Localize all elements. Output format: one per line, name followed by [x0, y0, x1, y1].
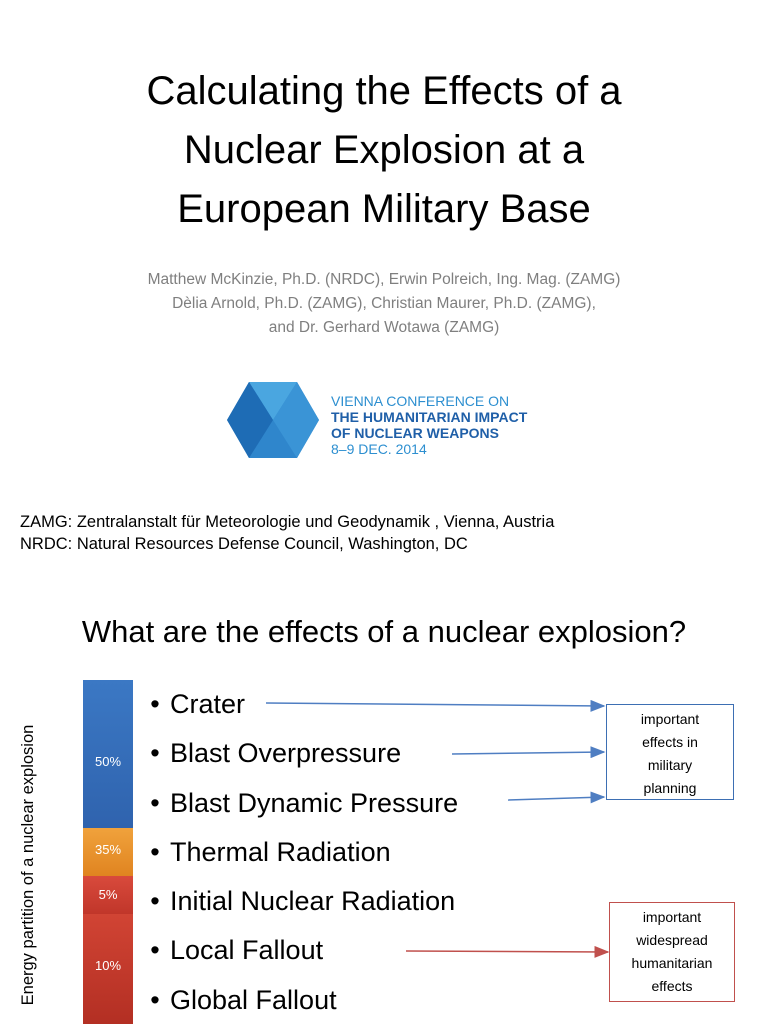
- segment-percent: 5%: [98, 887, 118, 902]
- bullet: •: [150, 836, 160, 867]
- callout-line: widespread: [636, 932, 708, 948]
- effect-label: Initial Nuclear Radiation: [170, 886, 456, 917]
- military-callout-box: [606, 704, 734, 800]
- arrow-to-crater: [266, 703, 604, 706]
- humanitarian-callout-box: [609, 902, 735, 1002]
- author-line: and Dr. Gerhard Wotawa (ZAMG): [268, 319, 500, 336]
- arrow-to-blast-overpressure: [452, 752, 604, 754]
- bullet: •: [150, 935, 160, 966]
- effect-label: Blast Overpressure: [170, 738, 402, 769]
- author-line: Dèlia Arnold, Ph.D. (ZAMG), Christian Maurer, Ph.D. (ZAMG),: [172, 295, 596, 312]
- bullet: •: [150, 738, 160, 769]
- bullet: •: [150, 689, 160, 719]
- effect-label: Blast Dynamic Pressure: [170, 787, 459, 818]
- effect-label: Local Fallout: [170, 935, 324, 966]
- bullet: •: [150, 787, 160, 818]
- bullet: •: [150, 886, 160, 917]
- callout-line: effects in: [642, 734, 698, 750]
- definition-zamg: ZAMG: Zentralanstalt für Meteorologie und Geodynamik , Vienna, Austria: [20, 513, 555, 531]
- author-line: Matthew McKinzie, Ph.D. (NRDC), Erwin Polreich, Ing. Mag. (ZAMG): [147, 271, 621, 288]
- logo-line-1: VIENNA CONFERENCE ON: [331, 393, 510, 409]
- arrow-to-local-fallout: [406, 951, 608, 952]
- arrow-to-blast-dynamic-pressure: [508, 797, 604, 800]
- energy-axis-label: Energy partition of a nuclear explosion: [19, 724, 37, 1006]
- segment-percent: 10%: [94, 958, 122, 973]
- callout-line: military: [647, 757, 693, 773]
- segment-percent: 35%: [94, 842, 122, 857]
- callout-line: humanitarian: [631, 955, 713, 971]
- callout-line: important: [640, 711, 700, 727]
- segment-percent: 50%: [94, 754, 122, 769]
- title-line: Calculating the Effects of a: [146, 69, 622, 113]
- effect-label: Crater: [170, 689, 246, 719]
- logo-line-3: OF NUCLEAR WEAPONS: [331, 425, 499, 441]
- callout-line: effects: [651, 978, 693, 994]
- callout-line: planning: [643, 780, 697, 796]
- bullet: •: [150, 984, 160, 1015]
- definition-nrdc: NRDC: Natural Resources Defense Council, Washington, DC: [20, 535, 468, 553]
- section-heading: What are the effects of a nuclear explosion?: [81, 614, 687, 649]
- logo-line-4: 8–9 DEC. 2014: [331, 441, 427, 457]
- title-line: European Military Base: [177, 187, 591, 231]
- logo-line-2: THE HUMANITARIAN IMPACT: [331, 409, 528, 425]
- title-line: Nuclear Explosion at a: [183, 128, 585, 172]
- effect-label: Global Fallout: [170, 984, 337, 1015]
- callout-line: important: [642, 909, 702, 925]
- effect-label: Thermal Radiation: [170, 836, 391, 867]
